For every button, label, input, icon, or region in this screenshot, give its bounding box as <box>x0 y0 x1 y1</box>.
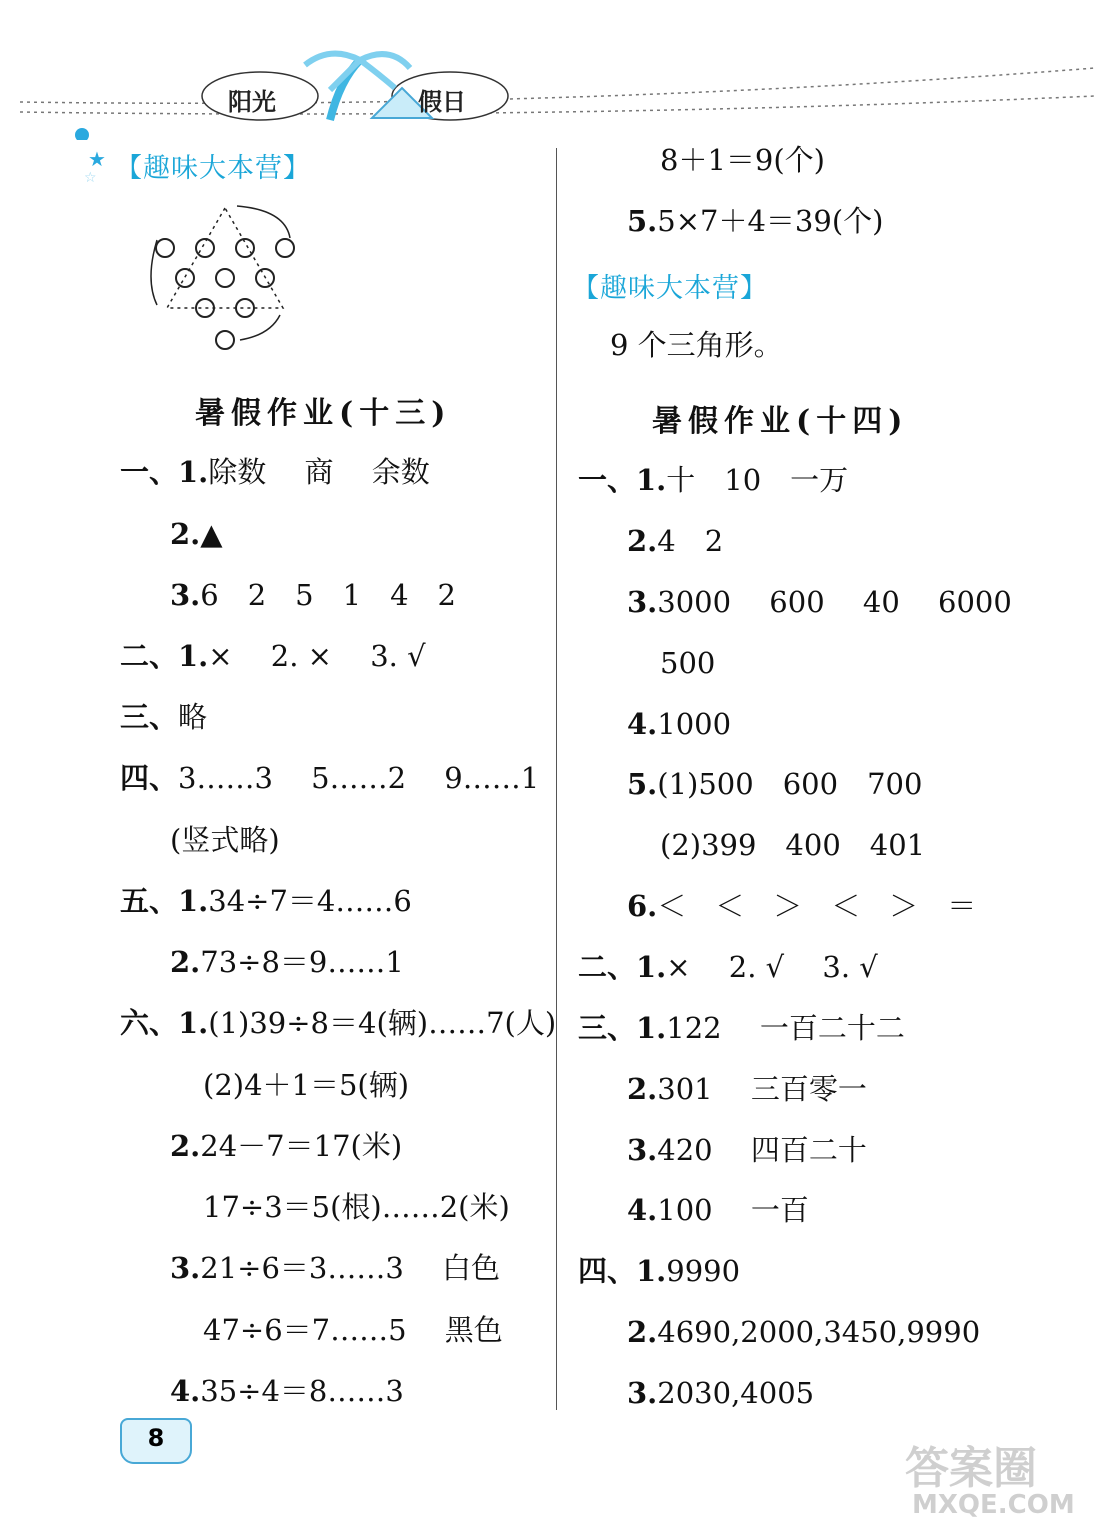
section-title-14: 暑假作业(十四) <box>652 404 909 439</box>
answer-line: 二、1.× 2. × 3. √ <box>120 639 426 673</box>
star-icon: ★ <box>88 147 106 171</box>
answer-line: 六、1.(1)39÷8＝4(辆)……7(人) <box>120 1006 557 1040</box>
watermark-logo: 答案圈 <box>905 1443 1037 1494</box>
answer-line: 2.24－7＝17(米) <box>170 1129 403 1163</box>
answer-line: 3.6 2 5 1 4 2 <box>170 578 456 612</box>
answer-line: 3.21÷6＝3……3 白色 <box>170 1251 501 1285</box>
answer-line: 500 <box>660 646 716 680</box>
answer-line: 2.▲ <box>170 517 223 551</box>
star-icon <box>75 128 89 140</box>
answer-line: (2)399 400 401 <box>660 828 926 862</box>
answer-line: 3.2030,4005 <box>627 1376 815 1410</box>
answer-line: 一、1.除数 商 余数 <box>120 455 430 489</box>
fun-answer: 9 个三角形。 <box>610 328 783 362</box>
answer-line: 2.301 三百零一 <box>627 1072 867 1106</box>
section-title-13: 暑假作业(十三) <box>195 396 452 431</box>
answer-line: 2.73÷8＝9……1 <box>170 945 404 979</box>
answer-line: 3.3000 600 40 6000 <box>627 585 1012 619</box>
answer-line: 四、3……3 5……2 9……1 <box>120 761 540 795</box>
answer-line: 三、略 <box>120 700 208 734</box>
star-icon: ☆ <box>84 170 97 186</box>
page-number: 8 <box>120 1418 192 1464</box>
column-divider <box>556 148 557 1410</box>
brand-left: 阳光 <box>228 88 276 116</box>
answer-line: 6.＜ ＜ ＞ ＜ ＞ ＝ <box>627 889 977 923</box>
answer-line: 5.5×7＋4＝39(个) <box>627 204 884 238</box>
answer-line: 3.420 四百二十 <box>627 1133 867 1167</box>
header-decoration <box>0 40 1115 140</box>
answer-line: 2.4690,2000,3450,9990 <box>627 1315 981 1349</box>
section-tag-fun: 【趣味大本营】 <box>115 153 311 184</box>
puzzle-figure <box>145 200 305 360</box>
answer-line: (2)4＋1＝5(辆) <box>203 1068 410 1102</box>
answer-line: 四、1.9990 <box>578 1254 741 1288</box>
answer-line: 17÷3＝5(根)……2(米) <box>203 1190 510 1224</box>
answer-line: 4.100 一百 <box>627 1193 809 1227</box>
page-header <box>0 40 1115 140</box>
answer-line: (竖式略) <box>170 823 280 857</box>
answer-line: 五、1.34÷7＝4……6 <box>120 884 412 918</box>
section-tag-fun: 【趣味大本营】 <box>572 273 768 304</box>
answer-line: 4.35÷4＝8……3 <box>170 1374 404 1408</box>
answer-line: 4.1000 <box>627 707 732 741</box>
watermark-url: MXQE.COM <box>912 1490 1075 1520</box>
answer-line: 一、1.十 10 一万 <box>578 463 849 497</box>
answer-line: 2.4 2 <box>627 524 724 558</box>
brand-right: 假日 <box>418 88 466 116</box>
answer-line: 二、1.× 2. √ 3. √ <box>578 950 878 984</box>
answer-line: 47÷6＝7……5 黑色 <box>203 1313 503 1347</box>
answer-line: 8＋1＝9(个) <box>660 143 825 177</box>
answer-line: 5.(1)500 600 700 <box>627 767 923 801</box>
answer-line: 三、1.122 一百二十二 <box>578 1011 905 1045</box>
